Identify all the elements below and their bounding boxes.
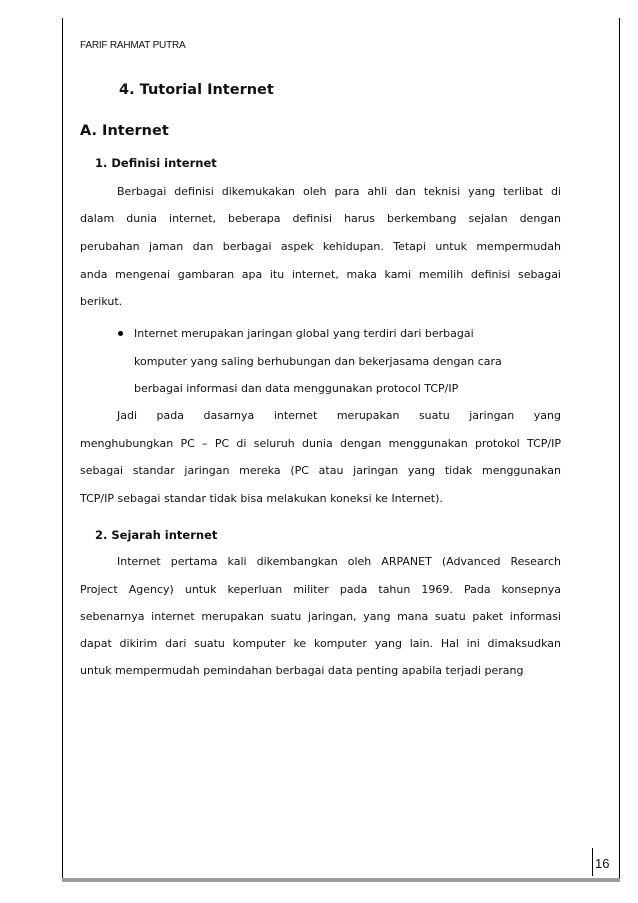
paragraph-line: dapat dikirim dari suatu komputer ke komputer yang lain. Hal ini dimaksudkan — [80, 637, 561, 650]
bullet-line: berbagai informasi dan data menggunakan protocol TCP/IP — [134, 382, 459, 395]
paragraph-line: anda mengenai gambaran apa itu internet, maka kami memilih definisi sebagai — [80, 268, 561, 281]
paragraph-line: Project Agency) untuk keperluan militer pada tahun 1969. Pada konsepnya — [80, 583, 561, 596]
bullet-line: komputer yang saling berhubungan dan bekerjasama dengan cara — [134, 355, 502, 368]
paragraph-line: Jadi pada dasarnya internet merupakan suatu jaringan yang — [117, 409, 561, 422]
paragraph-line: Internet pertama kali dikembangkan oleh ARPANET (Advanced Research — [117, 555, 561, 568]
page-border-left — [62, 18, 63, 880]
paragraph-line: untuk mempermudah pemindahan berbagai data penting apabila terjadi perang — [80, 664, 524, 677]
page-border-right — [619, 18, 620, 880]
page-border-bottom — [62, 878, 620, 882]
paragraph-line: berikut. — [80, 295, 123, 308]
bullet-line: Internet merupakan jaringan global yang terdiri dari berbagai — [134, 327, 474, 340]
bullet-icon — [118, 331, 123, 336]
header-author: FARIF RAHMAT PUTRA — [80, 40, 186, 51]
paragraph-line: menghubungkan PC – PC di seluruh dunia dengan menggunakan protokol TCP/IP — [80, 437, 561, 450]
paragraph-line: perubahan jaman dan berbagai aspek kehidupan. Tetapi untuk mempermudah — [80, 240, 561, 253]
paragraph-line: dalam dunia internet, beberapa definisi harus berkembang sejalan dengan — [80, 212, 561, 225]
paragraph-line: Berbagai definisi dikemukakan oleh para ahli dan teknisi yang terlibat di — [117, 185, 561, 198]
subsection-title-definisi: 1. Definisi internet — [95, 156, 217, 170]
subsection-title-sejarah: 2. Sejarah internet — [95, 528, 218, 542]
paragraph-line: sebagai standar jaringan mereka (PC atau jaringan yang tidak menggunakan — [80, 464, 561, 477]
section-title: A. Internet — [80, 123, 169, 139]
page-number: 16 — [595, 856, 610, 871]
paragraph-line: sebenarnya internet merupakan suatu jaringan, yang mana suatu paket informasi — [80, 610, 561, 623]
chapter-title: 4. Tutorial Internet — [119, 82, 274, 98]
paragraph-line: TCP/IP sebagai standar tidak bisa melakukan koneksi ke Internet). — [80, 492, 443, 505]
